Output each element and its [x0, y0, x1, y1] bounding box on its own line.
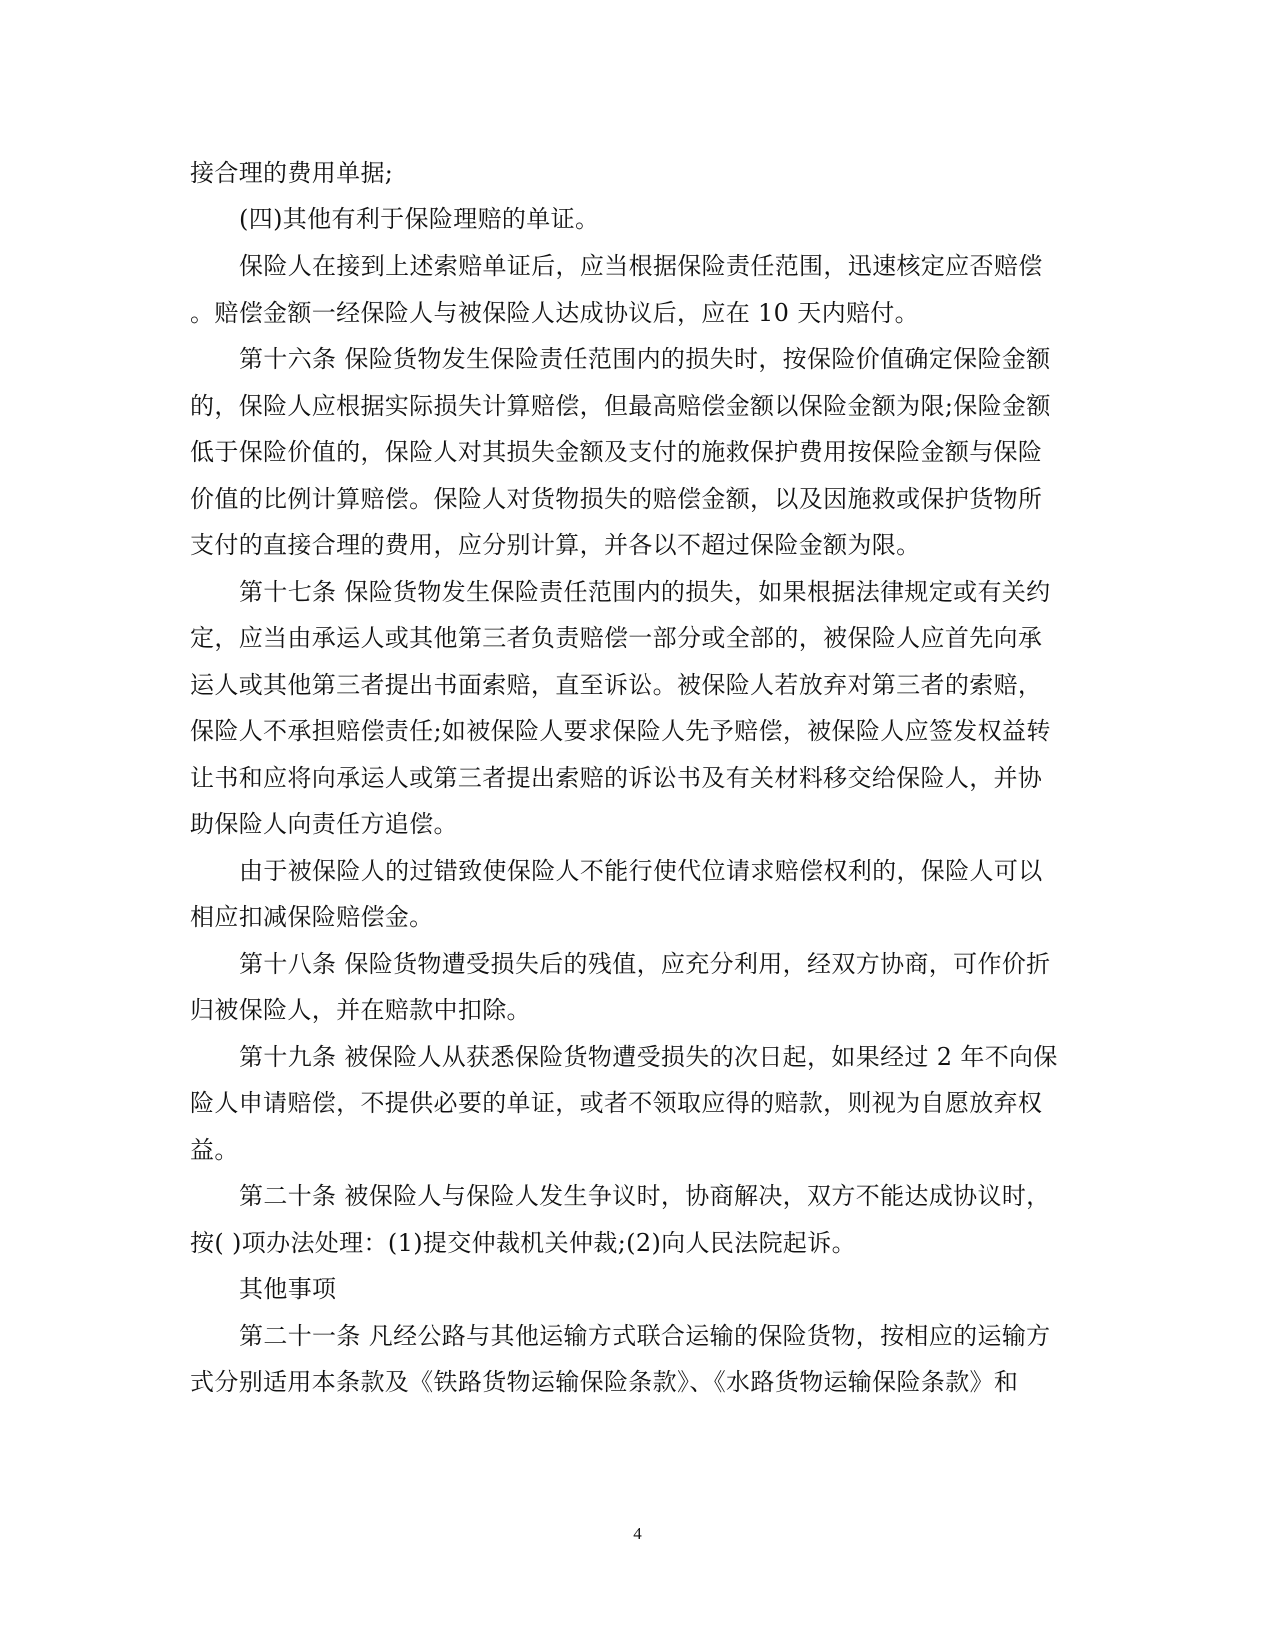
- text-line-25: 其他事项: [239, 1275, 337, 1303]
- page-number: 4: [633, 1524, 642, 1543]
- text-line-17: 相应扣减保险赔偿金。: [190, 903, 434, 931]
- text-line-1: 接合理的费用单据;: [190, 159, 394, 187]
- text-line-11: 定，应当由承运人或其他第三者负责赔偿一部分或全部的，被保险人应首先向承: [190, 624, 1043, 652]
- text-line-5: 第十六条 保险货物发生保险责任范围内的损失时，按保险价值确定保险金额: [239, 345, 1051, 373]
- text-line-19: 归被保险人，并在赔款中扣除。: [190, 996, 531, 1024]
- text-line-8: 价值的比例计算赔偿。保险人对货物损失的赔偿金额，以及因施救或保护货物所: [190, 485, 1043, 513]
- text-line-14: 让书和应将向承运人或第三者提出索赔的诉讼书及有关材料移交给保险人，并协: [190, 764, 1043, 792]
- text-line-6: 的，保险人应根据实际损失计算赔偿，但最高赔偿金额以保险金额为限;保险金额: [190, 392, 1051, 420]
- text-line-16: 由于被保险人的过错致使保险人不能行使代位请求赔偿权利的，保险人可以: [239, 857, 1043, 885]
- text-line-22: 益。: [190, 1136, 239, 1164]
- text-line-9: 支付的直接合理的费用，应分别计算，并各以不超过保险金额为限。: [190, 531, 921, 559]
- text-line-24: 按( )项办法处理：(1)提交仲裁机关仲裁;(2)向人民法院起诉。: [190, 1229, 856, 1257]
- text-line-7: 低于保险价值的，保险人对其损失金额及支付的施救保护费用按保险金额与保险: [190, 438, 1043, 466]
- text-line-27: 式分别适用本条款及《铁路货物运输保险条款》、《水路货物运输保险条款》和: [190, 1368, 1019, 1396]
- text-line-21: 险人申请赔偿，不提供必要的单证，或者不领取应得的赔款，则视为自愿放弃权: [190, 1089, 1043, 1117]
- text-line-20: 第十九条 被保险人从获悉保险货物遭受损失的次日起，如果经过 2 年不向保: [239, 1043, 1058, 1071]
- text-line-12: 运人或其他第三者提出书面索赔，直至诉讼。被保险人若放弃对第三者的索赔，: [190, 671, 1043, 699]
- text-line-3: 保险人在接到上述索赔单证后，应当根据保险责任范围，迅速核定应否赔偿: [239, 252, 1043, 280]
- text-line-13: 保险人不承担赔偿责任;如被保险人要求保险人先予赔偿，被保险人应签发权益转: [190, 717, 1051, 745]
- text-line-4: 。赔偿金额一经保险人与被保险人达成协议后，应在 10 天内赔付。: [190, 299, 919, 327]
- text-line-26: 第二十一条 凡经公路与其他运输方式联合运输的保险货物，按相应的运输方: [239, 1322, 1051, 1350]
- text-line-2: (四)其他有利于保险理赔的单证。: [239, 205, 600, 233]
- text-line-10: 第十七条 保险货物发生保险责任范围内的损失，如果根据法律规定或有关约: [239, 578, 1051, 606]
- text-line-15: 助保险人向责任方追偿。: [190, 810, 458, 838]
- text-line-23: 第二十条 被保险人与保险人发生争议时，协商解决，双方不能达成协议时，: [239, 1182, 1051, 1210]
- text-line-18: 第十八条 保险货物遭受损失后的残值，应充分利用，经双方协商，可作价折: [239, 950, 1051, 978]
